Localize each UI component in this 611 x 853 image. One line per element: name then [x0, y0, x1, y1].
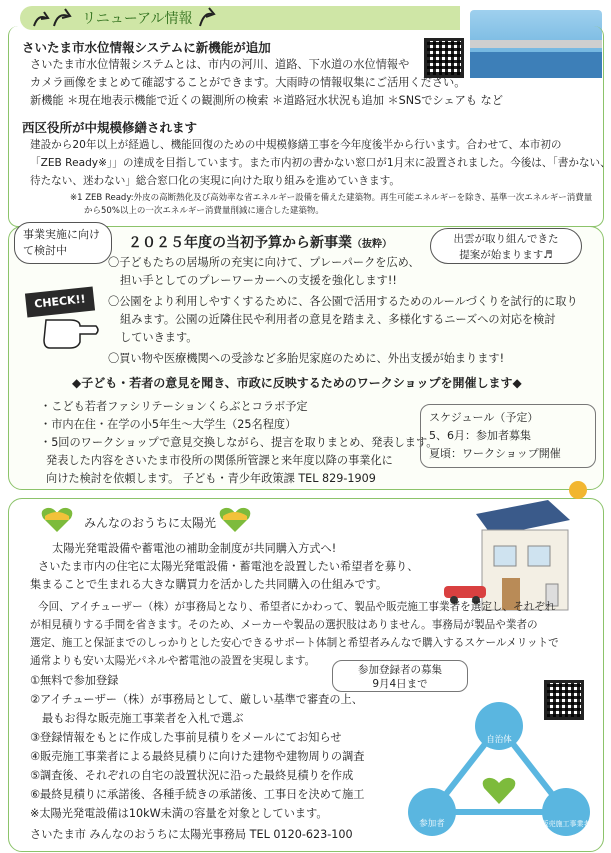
solar-step-5: ⑤調査後、それぞれの自宅の設置状況に沿った最終見積りを作成 [30, 769, 354, 782]
schedule-box [420, 404, 596, 468]
solar-note: ※太陽光発電設備は10kW未満の容量を対象としています。 [30, 807, 328, 820]
diagram-municipality: 自治体 [486, 735, 512, 745]
budget-title [128, 232, 392, 252]
schedule-workshop: 夏頃：ワークショップ開催 [429, 447, 561, 460]
renewal-title: リニューアル情報 [82, 11, 193, 27]
ward-office-text-1: 建設から20年以上が経過し、機能回復のための中規模修繕工事を今年度後半から行います。合わせて、本市初の [30, 139, 562, 151]
water-level-heading: さいたま市水位情報システムに新機能が追加 [22, 40, 271, 55]
solar-text-1: さいたま市内の住宅に太陽光発電設備・蓄電池を設置したい希望者を募り、 [38, 560, 419, 573]
solar-step-3: ③登録情報をもとに作成した事前見積りをメールにてお知らせ [30, 731, 342, 744]
budget-item-3: 〇買い物や医療機関への受診など多胎児家庭のために、外出支援が始まります! [108, 352, 505, 365]
heart-sun-icon [40, 504, 74, 534]
deadline-line-1: 参加登録者の募集 [358, 664, 442, 676]
diagram-participants: 参加者 [419, 819, 445, 829]
ward-office-text-2: 「ZEB Ready※」」の達成を目指しています。また市内初の書かない窓口が1月末に設置されました。今後は、「書かない、 [30, 157, 611, 169]
budget-item-2-line-3: していきます。 [120, 331, 198, 344]
solar-step-1: ①無料で参加登録 [30, 674, 119, 687]
solar-text-2: 集まることで生まれる大きな購買力を活かした共同購入の仕組みです。 [30, 578, 388, 591]
solar-step-2b: 最もお得な販売施工事業者を入札で選ぶ [42, 712, 244, 725]
zeb-note-1: ※1 ZEB Ready:外皮の高断熱化及び高効率な省エネルギー設備を備えた建築物。再生可能エネルギーを除き、基準一次エネルギー消費量 [70, 193, 593, 203]
solar-step-6: ⑥最終見積りに承諾後、各種手続きの承諾後、工事日を決めて施工 [30, 788, 365, 801]
heart-sun-icon-2 [218, 504, 252, 534]
workshop-request-2: 向けた検討を依頼します。 子ども・青少年政策課 TEL 829-1909 [46, 472, 376, 485]
check-badge: CHECK!! [25, 287, 95, 318]
ward-office-text-3: 待たない、迷わない」総合窓口化の実現に向けた取り組みを進めていきます。 [30, 175, 400, 187]
budget-item-1-line-1: 〇子どもたちの居場所の充実に向けて、プレーパークを広め、 [108, 256, 420, 269]
workshop-collab: ・こども若者ファシリテーションくらぶとコラボ予定 [40, 400, 308, 413]
bubble-proposal-line-2: 提案が始まります♬ [459, 249, 553, 261]
zeb-note-2: から50%以上の一次エネルギー消費量削減に適合した建築物。 [84, 206, 324, 216]
schedule-title: スケジュール（予定） [429, 411, 539, 424]
water-level-text-2: カメラ画像をまとめて確認することができます。大雨時の情報収集にご活用ください。 [30, 76, 466, 89]
solar-text-4: が相見積りする手間を省きます。そのため、メーカーや製品の選択肢はありません。事務局が製品や業者の [30, 619, 538, 631]
budget-item-2-line-1: 〇公園をより利用しやすくするために、各公園で活用するためのルールづくりを試行的に取り [108, 295, 578, 308]
deadline-line-2: 9月4日まで [372, 678, 428, 690]
workshop-request-1: 発表した内容をさいたま市役所の関係所管課と来年度以降の事業化に [46, 454, 393, 467]
solar-title: みんなのおうちに太陽光 [84, 516, 217, 530]
budget-item-2-line-2: 組みます。公園の近隣住民や利用者の意見を踏まえ、多様化するニーズへの対応を検討 [120, 313, 556, 326]
solar-step-2: ②アイチューザー（株）が事務局として、厳しい基準で審査の上、 [30, 693, 363, 706]
water-level-text-1: さいたま市水位情報システムとは、市内の河川、道路、下水道の水位情報や [30, 58, 410, 71]
solar-text-6: 通常よりも安い太陽光パネルや蓄電池の設置を実現します。 [30, 655, 316, 667]
solar-lead: 太陽光発電設備や蓄電池の補助金制度が共同購入方式へ! [52, 542, 337, 555]
pointing-hand-icon [40, 312, 100, 352]
ward-office-heading: 西区役所が中規模修繕されます [22, 120, 198, 135]
diagram-installer: 販売施工事業者 [541, 820, 591, 828]
bubble-proposal [430, 228, 582, 264]
solar-text-3: 今回、アイチューザー（株）が事務局となり、希望者にかわって、製品や販売施工事業者を選定し、それぞれ [38, 601, 556, 613]
workshop-sessions: ・5回のワークショップで意見交換しながら、提言を取りまとめ、発表します。 [40, 436, 438, 449]
schedule-recruit: 5、6月：参加者募集 [429, 429, 531, 442]
solar-contact: さいたま市 みんなのおうちに太陽光事務局 TEL 0120-623-100 [30, 828, 353, 841]
bubble-under-review: 事業実施に向けて検討中 [14, 222, 112, 264]
bubble-proposal-line-1: 出雲が取り組んできた [453, 233, 559, 245]
budget-item-1-line-2: 担い手としてのプレーワーカーへの支援を強化します!! [120, 274, 397, 287]
registration-deadline-box [332, 660, 468, 692]
water-level-features: 新機能 ＊現在地表示機能で近くの観測所の検索 ＊道路冠水状況も追加 ＊SNSでシェアも など [30, 94, 503, 107]
workshop-target: ・市内在住・在学の小5年生～大学生（25名程度） [40, 418, 297, 431]
budget-title-suffix: （抜粋） [352, 239, 392, 250]
solar-step-4: ④販売施工事業者による最終見積りに向けた建物や建物周りの調査 [30, 750, 365, 763]
budget-title-text: ２０２５年度の当初予算から新事業 [128, 235, 352, 251]
solar-text-5: 選定、施工と保証までのしっかりとした安心できるサポート体制と希望者みんなで購入するスケールメリットで [30, 637, 559, 649]
workshop-title: ◆子ども・若者の意見を聞き、市政に反映するためのワークショップを開催します◆ [72, 376, 522, 390]
